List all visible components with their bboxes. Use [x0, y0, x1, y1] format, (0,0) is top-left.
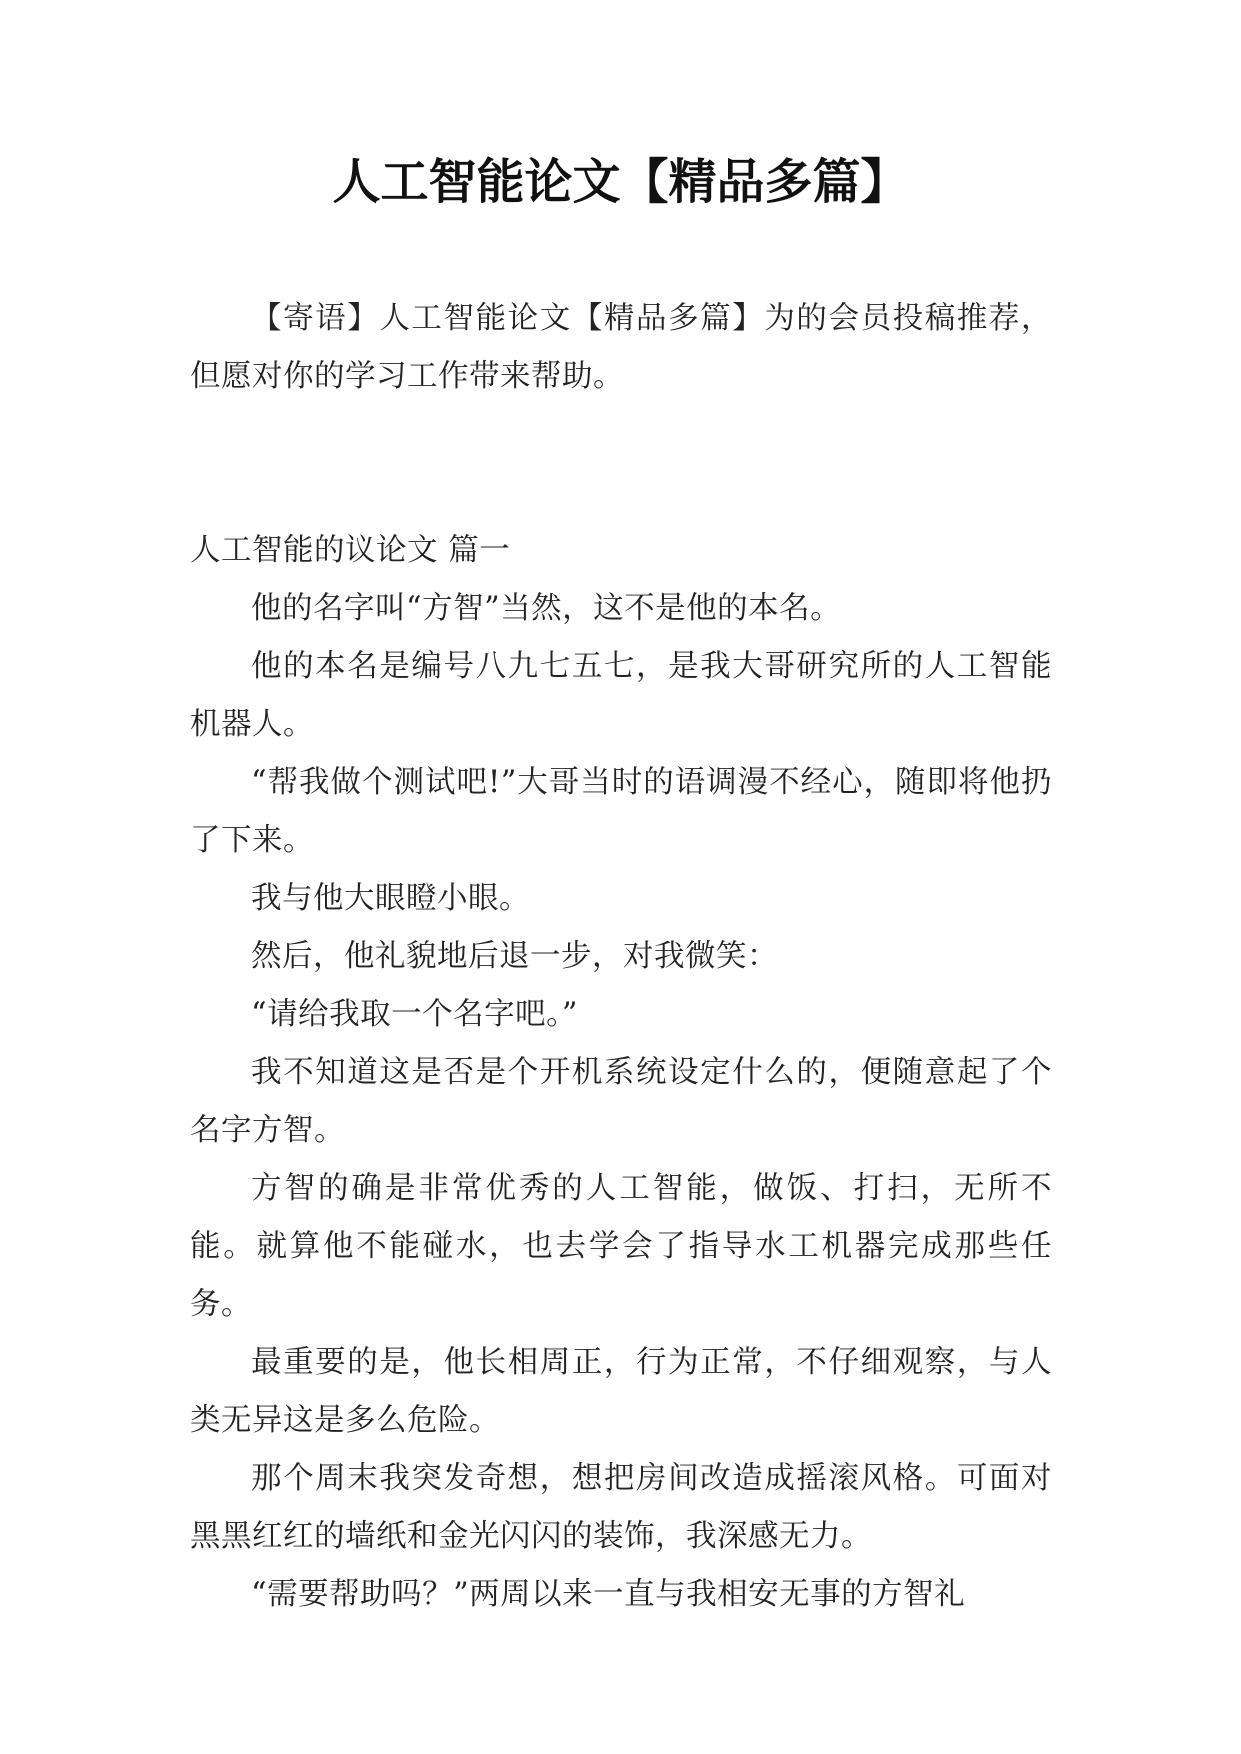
paragraph: 他的本名是编号八九七五七，是我大哥研究所的人工智能机器人。 [190, 649, 1052, 742]
document-title: 人工智能论文【精品多篇】 [332, 154, 909, 210]
paragraph: 然后，他礼貌地后退一步，对我微笑： [251, 939, 778, 974]
spacer [190, 406, 1052, 522]
document-body [190, 290, 1052, 1624]
paragraph: 那个周末我突发奇想，想把房间改造成摇滚风格。可面对黑黑红红的墙纸和金光闪闪的装饰，我深感无力。 [190, 1461, 1052, 1554]
paragraph: 方智的确是非常优秀的人工智能，做饭、打扫，无所不能。就算他不能碰水，也去学会了指导水工机器完成那些任务。 [190, 1171, 1052, 1322]
paragraph: “请给我取一个名字吧。” [251, 997, 578, 1032]
paragraph: 我不知道这是否是个开机系统设定什么的，便随意起了个名字方智。 [190, 1055, 1052, 1148]
section-heading: 人工智能的议论文 篇一 [190, 533, 511, 568]
paragraph: 最重要的是，他长相周正，行为正常，不仔细观察，与人类无异这是多么危险。 [190, 1345, 1052, 1438]
paragraph: 他的名字叫“方智”当然，这不是他的本名。 [251, 591, 842, 626]
intro-paragraph: 【寄语】人工智能论文【精品多篇】为的会员投稿推荐，但愿对你的学习工作带来帮助。 [190, 301, 1052, 394]
paragraph: 我与他大眼瞪小眼。 [251, 881, 530, 916]
paragraph: “帮我做个测试吧!”大哥当时的语调漫不经心，随即将他扔了下来。 [190, 765, 1052, 858]
paragraph: “需要帮助吗？”两周以来一直与我相安无事的方智礼 [251, 1577, 966, 1612]
